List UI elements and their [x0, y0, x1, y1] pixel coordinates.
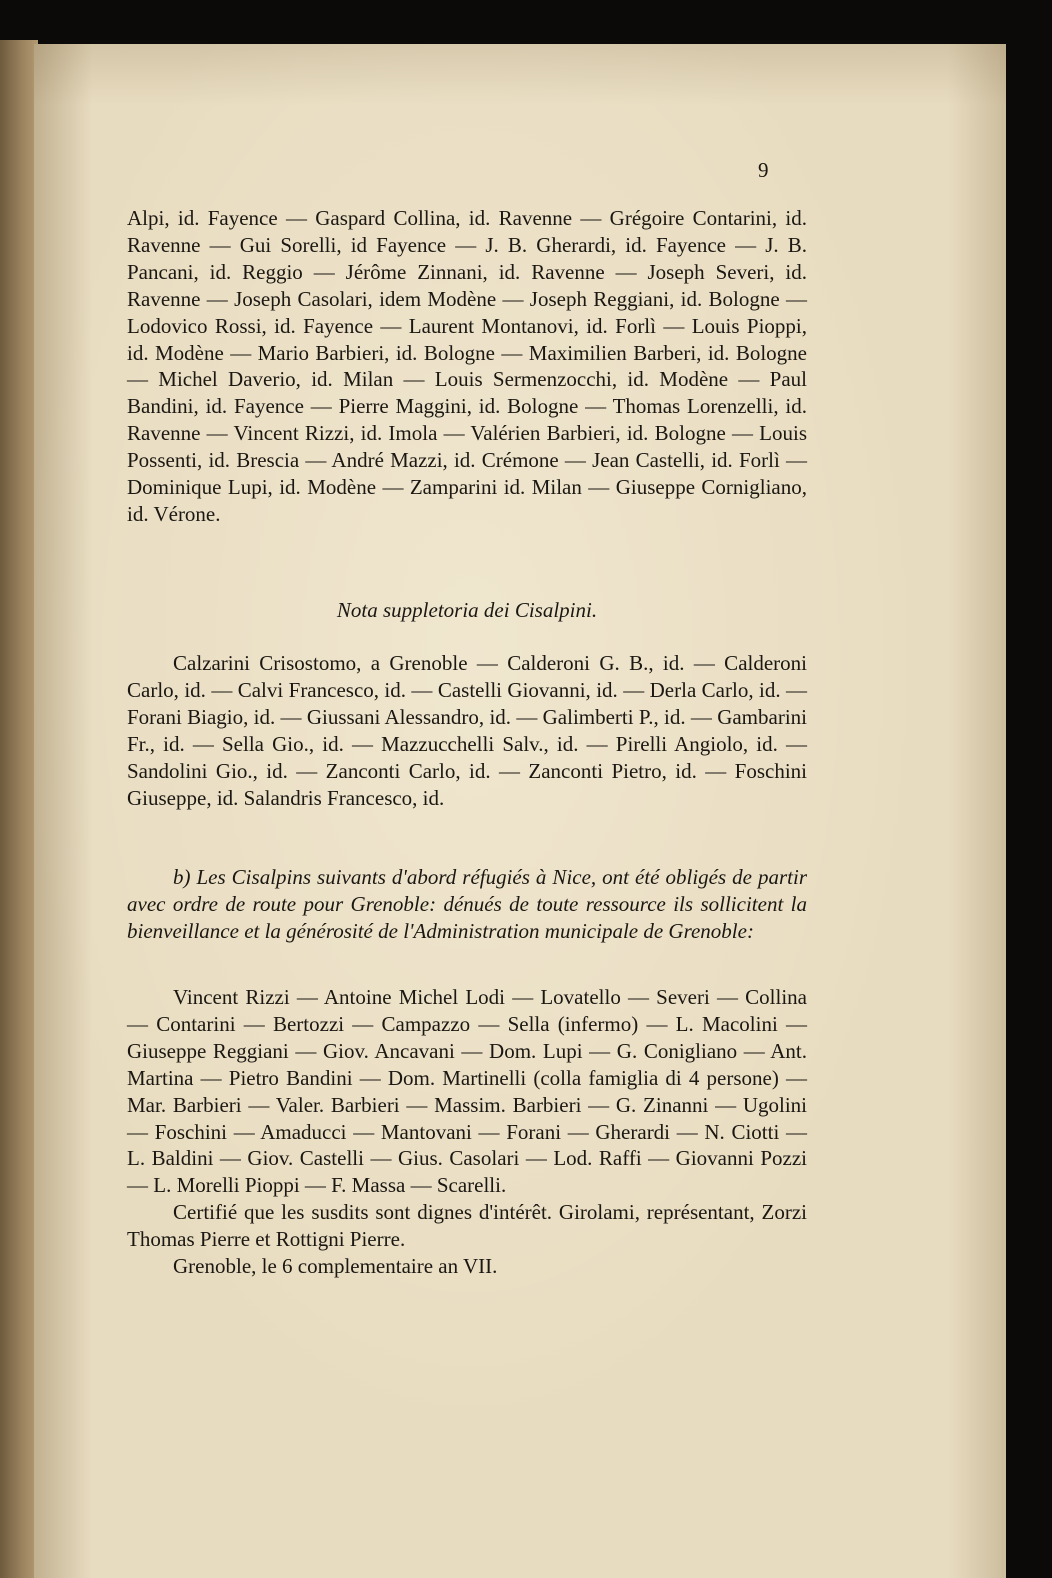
nice-refugees-list	[127, 984, 807, 1280]
paragraph-1: Alpi, id. Fayence — Gaspard Collina, id. Ravenne — Grégoire Contarini, id. Ravenne — Gui Sorelli, id Fayence — J. B. Gherardi, id. Fayence — J. B. Pancani, id. Reggio — Jérôme Zinnani, id. Ravenne — Joseph Severi, id. Ravenne — Joseph Casolari, idem Modène — Joseph Reggiani, id. Bologne — Lodovico Rossi, id. Fayence — Laurent Montanovi, id. Forlì — Louis Pioppi, id. Modène — Mario Barbieri, id. Bologne — Maximilien Barberi, id. Bologne — Michel Daverio, id. Milan — Louis Sermenzocchi, id. Modène — Paul Bandini, id. Fayence — Pierre Maggini, id. Bologne — Thomas Lorenzelli, id. Ravenne — Vincent Rizzi, id. Imola — Valérien Barbieri, id. Bologne — Louis Possenti, id. Brescia — André Mazzi, id. Crémone — Jean Castelli, id. Forlì — Dominique Lupi, id. Modène — Zamparini id. Milan — Giuseppe Cornigliano, id. Vérone.	[127, 206, 807, 526]
dateline: Grenoble, le 6 complementaire an VII.	[173, 1254, 498, 1279]
paragraph-2: Calzarini Crisostomo, a Grenoble — Calderoni G. B., id. — Calderoni Carlo, id. — Calvi Francesco, id. — Castelli Giovanni, id. — Derla Carlo, id. — Forani Biagio, id. — Giussani Alessandro, id. — Galimberti P., id. — Gambarini Fr., id. — Sella Gio., id. — Mazzucchelli Salv., id. — Pirelli Angiolo, id. — Sandolini Gio., id. — Zanconti Carlo, id. — Zanconti Pietro, id. — Foschini Giuseppe, id. Salandris Francesco, id.	[127, 651, 807, 810]
refugee-list-paragraph	[127, 205, 807, 528]
paragraph-4: Vincent Rizzi — Antoine Michel Lodi — Lovatello — Severi — Collina — Contarini — Bertozzi — Campazzo — Sella (infermo) — L. Macolini — Giuseppe Reggiani — Giov. Ancavani — Dom. Lupi — G. Conigliano — Ant. Martina — Pietro Bandini — Dom. Martinelli (colla famiglia di 4 persone) — Mar. Barbieri — Valer. Barbieri — Massim. Barbieri — G. Zinanni — Ugolini — Foschini — Amaducci — Mantovani — Forani — Gherardi — N. Ciotti — L. Baldini — Giov. Castelli — Gius. Casolari — Lod. Raffi — Giovanni Pozzi — L. Morelli Pioppi — F. Massa — Scarelli.	[127, 985, 807, 1198]
book-page	[34, 44, 1006, 1578]
page-number: 9	[758, 158, 769, 182]
previous-page-edge	[0, 40, 38, 1578]
section-heading: Nota suppletoria dei Cisalpini.	[336, 598, 598, 622]
supplementary-list	[127, 650, 807, 811]
paragraph-3: b) Les Cisalpins suivants d'abord réfugiés à Nice, ont été obligés de partir avec ordre de route pour Grenoble: dénués de toute ressource ils sollicitent la bienveillance et la générosité de l'Administration municipale de Grenoble:	[127, 865, 807, 943]
nice-refugees-intro	[127, 864, 807, 945]
certification: Certifié que les susdits sont dignes d'intérêt. Girolami, représentant, Zorzi Thomas Pierre et Rottigni Pierre.	[127, 1200, 807, 1252]
